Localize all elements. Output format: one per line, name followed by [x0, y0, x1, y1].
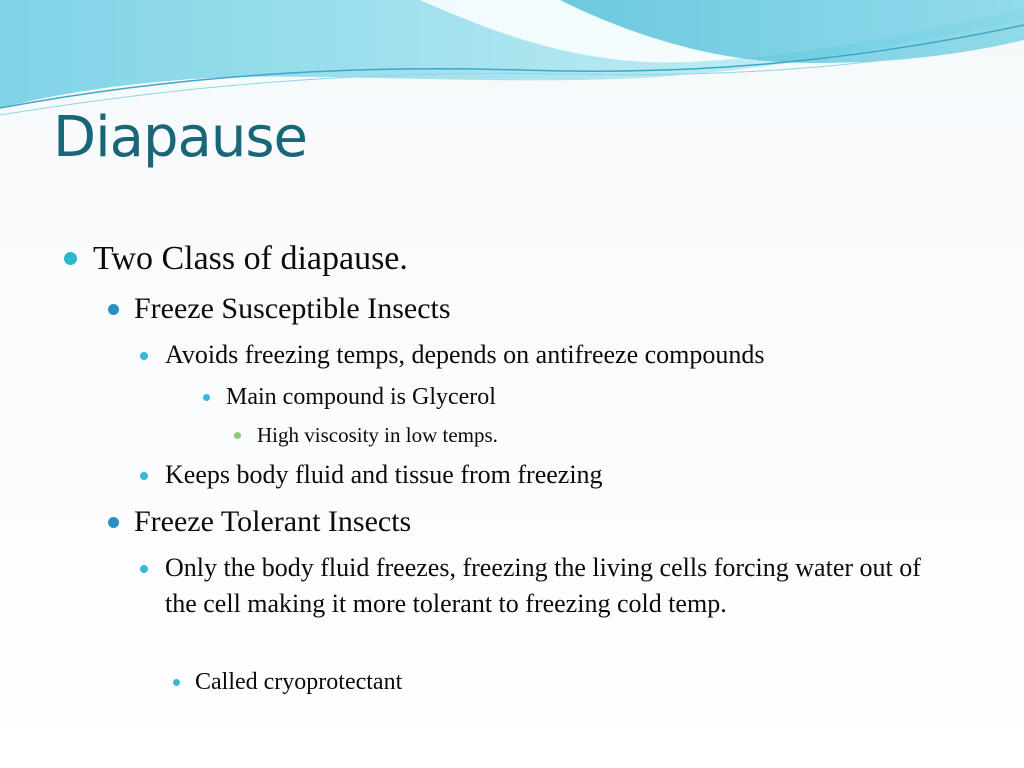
- bullet-dot: [140, 352, 148, 360]
- bullet-dot: [64, 252, 77, 265]
- bullet-dot: [108, 517, 119, 528]
- bullet-keeps-body-fluid: Keeps body fluid and tissue from freezing: [165, 460, 603, 489]
- bullet-dot: [140, 565, 148, 573]
- bullet-dot: [140, 472, 148, 480]
- bullet-two-class: Two Class of diapause.: [93, 240, 408, 277]
- bullet-only-body-fluid: Only the body fluid freezes, freezing the living cells forcing water out of the cell making it more tolerant to freezing cold temp.: [165, 553, 921, 618]
- bullet-high-viscosity: High viscosity in low temps.: [257, 423, 498, 447]
- slide-title: Diapause: [53, 105, 307, 170]
- bullet-dot: [234, 432, 241, 439]
- bullet-freeze-susceptible: Freeze Susceptible Insects: [134, 292, 451, 325]
- bullet-dot: [173, 679, 180, 686]
- bullet-dot: [203, 394, 210, 401]
- bullet-called-cryoprotectant: Called cryoprotectant: [195, 669, 403, 695]
- bullet-dot: [108, 304, 119, 315]
- bullet-main-compound: Main compound is Glycerol: [226, 384, 496, 410]
- bullet-freeze-tolerant: Freeze Tolerant Insects: [134, 505, 412, 538]
- bullet-avoids-freezing: Avoids freezing temps, depends on antifreeze compounds: [165, 340, 765, 369]
